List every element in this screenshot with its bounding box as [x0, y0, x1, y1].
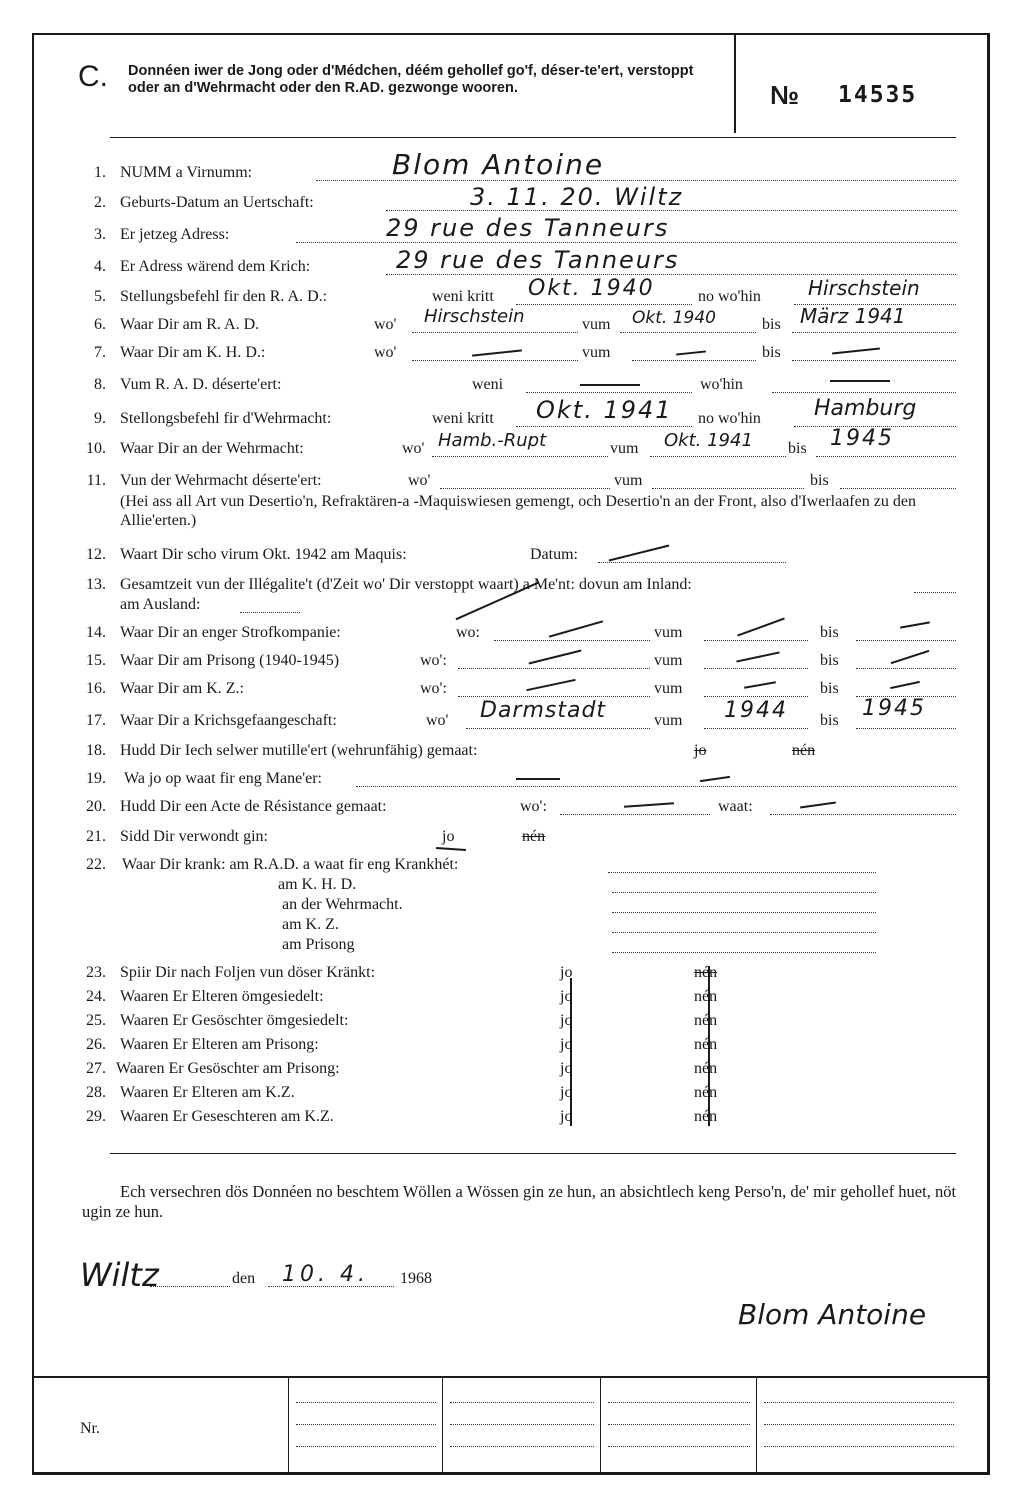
field-label: Spiir Dir nach Foljen vun döser Kränkt:: [120, 964, 376, 981]
field-line: [770, 814, 956, 815]
footer-line: [608, 1446, 750, 1447]
item-number: 21.: [86, 828, 106, 845]
item-number: 6.: [94, 316, 106, 333]
blank-dash: [830, 380, 890, 382]
field-line: [704, 696, 808, 697]
field-line: [632, 360, 756, 361]
field-line: [612, 892, 876, 893]
rad-order-place[interactable]: Hirschstein: [808, 276, 920, 300]
item-number: 16.: [86, 680, 106, 697]
item-number: 17.: [86, 712, 106, 729]
footer-col-divider: [756, 1378, 757, 1474]
section-rule: [110, 1153, 956, 1154]
field-label: Er Adress wärend dem Krich:: [120, 258, 311, 275]
option-nen[interactable]: nén: [694, 1084, 718, 1101]
field-label: Waar Dir an der Wehrmacht:: [120, 440, 304, 457]
illness-sublabel: an der Wehrmacht.: [282, 896, 403, 913]
wehrmacht-to[interactable]: 1945: [830, 426, 894, 451]
item-number: 3.: [94, 226, 106, 243]
field-label: Vun der Wehrmacht déserte'ert:: [120, 472, 322, 489]
field-line: [516, 426, 692, 427]
field-label: Waart Dir scho virum Okt. 1942 am Maquis:: [120, 546, 407, 563]
field-label: Gesamtzeit vun der Illégalite't (d'Zeit wo' Dir verstoppt waart) a Me'nt: dovun am Inland:: [120, 576, 692, 593]
field-label: Waaren Er Elteren am K.Z.: [120, 1084, 295, 1101]
footer-rule: [33, 1376, 989, 1378]
footer-line: [764, 1446, 954, 1447]
field-label: Waar Dir am R. A. D.: [120, 316, 260, 333]
footer-line: [296, 1446, 436, 1447]
option-jo[interactable]: jo: [560, 1060, 573, 1077]
illness-sublabel: am Prisong: [282, 936, 355, 953]
field-label: Er jetzeg Adress:: [120, 226, 230, 243]
field-label: Waaren Er Gesöschter ömgesiedelt:: [120, 1012, 349, 1029]
item-number: 26.: [86, 1036, 106, 1053]
field-sublabel: wo': [426, 712, 449, 729]
field-sublabel: vum: [654, 712, 683, 729]
field-sublabel: wo': [402, 440, 425, 457]
field-line: [412, 360, 578, 361]
captivity-to[interactable]: 1945: [862, 696, 926, 721]
option-jo[interactable]: jo: [560, 988, 573, 1005]
item-11-note: (Hei ass all Art vun Desertio'n, Refraktären-a -Maquiswiesen gemengt, och Desertio'n an der Front, also d'Iwerlaafen zu den Allie'erten.): [120, 493, 916, 529]
item-number: 4.: [94, 258, 106, 275]
field-line: [914, 592, 956, 593]
footer-nr-label: Nr.: [80, 1420, 100, 1437]
option-nen[interactable]: nén: [694, 1012, 718, 1029]
field-line: [526, 392, 692, 393]
field-label: Waar Dir krank: am R.A.D. a waat fir eng Krankhét:: [122, 856, 459, 873]
illness-sublabel: am K. Z.: [282, 916, 339, 933]
footer-line: [296, 1402, 436, 1403]
item-number: 20.: [86, 798, 106, 815]
field-sublabel: weni kritt: [432, 288, 494, 305]
field-line: [856, 640, 956, 641]
field-sublabel: vum: [582, 344, 611, 361]
option-nen[interactable]: nén: [694, 964, 718, 981]
wehrmacht-order-place[interactable]: Hamburg: [814, 396, 917, 421]
birth-value[interactable]: 3. 11. 20. Wiltz: [470, 183, 684, 211]
field-label: Waar Dir am K. Z.:: [120, 680, 244, 697]
illness-sublabel: am K. H. D.: [278, 876, 357, 893]
field-label: Wa jo op waat fir eng Mane'er:: [124, 770, 322, 787]
war-address-value[interactable]: 29 rue des Tanneurs: [396, 246, 680, 274]
option-jo[interactable]: jo: [560, 1036, 573, 1053]
place-value[interactable]: Wiltz: [80, 1256, 159, 1294]
field-label-continued: am Ausland:: [120, 596, 201, 613]
option-jo[interactable]: jo: [560, 1012, 573, 1029]
field-sublabel: wo':: [420, 680, 447, 697]
field-sublabel: weni kritt: [432, 410, 494, 427]
item-number: 29.: [86, 1108, 106, 1125]
footer-line: [450, 1446, 594, 1447]
rad-order-date[interactable]: Okt. 1940: [528, 276, 655, 301]
item-number: 7.: [94, 344, 106, 361]
header-rule: [110, 137, 956, 138]
option-nen[interactable]: nén: [694, 1036, 718, 1053]
field-line: [840, 488, 956, 489]
footer-line: [450, 1402, 594, 1403]
item-number: 14.: [86, 624, 106, 641]
captivity-place[interactable]: Darmstadt: [480, 698, 607, 723]
field-label: Geburts-Datum an Uertschaft:: [120, 194, 314, 211]
field-sublabel: no wo'hin: [698, 410, 761, 427]
field-line: [432, 456, 608, 457]
wehrmacht-place[interactable]: Hamb.-Rupt: [438, 430, 547, 451]
item-number: 27.: [86, 1060, 106, 1077]
item-number: 23.: [86, 964, 106, 981]
field-sublabel: wo:: [456, 624, 480, 641]
field-sublabel: vum: [654, 652, 683, 669]
option-jo[interactable]: jo: [560, 964, 573, 981]
field-line: [816, 456, 956, 457]
nen-strike-mark: [708, 966, 710, 1126]
field-line: [792, 332, 956, 333]
option-nen[interactable]: nén: [694, 988, 718, 1005]
field-label: Stellungsbefehl fir den R. A. D.:: [120, 288, 328, 305]
field-label: NUMM a Virnumm:: [120, 164, 253, 181]
declaration-text: Ech versechren dös Donnéen no beschtem Wöllen a Wössen gin ze hun, an absichtlech keng Perso'n, de' mir gehollef huet, nöt ugin ze hun.: [82, 1182, 957, 1221]
item-number: 2.: [94, 194, 106, 211]
field-line: [560, 814, 710, 815]
name-value[interactable]: Blom Antoine: [392, 148, 605, 181]
field-sublabel: vum: [654, 680, 683, 697]
field-line: [704, 728, 808, 729]
field-sublabel: bis: [820, 712, 839, 729]
field-line: [856, 728, 956, 729]
field-sublabel: bis: [762, 316, 781, 333]
field-line: [598, 562, 786, 563]
field-line: [386, 274, 956, 275]
option-nen[interactable]: nén: [694, 1108, 718, 1125]
footer-col-divider: [600, 1378, 601, 1474]
field-label: Hudd Dir Iech selwer mutille'ert (wehrunfähig) gemaat:: [120, 742, 478, 759]
field-sublabel: vum: [654, 624, 683, 641]
captivity-from[interactable]: 1944: [724, 698, 788, 723]
item-number: 10.: [86, 440, 106, 457]
footer-line: [296, 1424, 436, 1425]
number-sign: №: [770, 80, 799, 110]
field-line: [356, 786, 956, 787]
footer-line: [764, 1424, 954, 1425]
field-sublabel: bis: [762, 344, 781, 361]
field-line: [466, 728, 650, 729]
form-title: Donnéen iwer de Jong oder d'Médchen, déém gehollef go'f, déser-te'ert, verstoppt oder an d'Wehrmacht oder den R.AD. gezwonge wooren.: [128, 63, 694, 96]
field-line: [612, 912, 876, 913]
field-sublabel: bis: [788, 440, 807, 457]
field-line: [620, 332, 756, 333]
field-line: [704, 668, 808, 669]
rad-to[interactable]: März 1941: [800, 304, 906, 328]
field-sublabel: weni: [472, 376, 504, 393]
field-label: Waaren Er Elteren ömgesiedelt:: [120, 988, 324, 1005]
field-line: [458, 696, 650, 697]
field-sublabel: wo': [374, 344, 397, 361]
field-sublabel: vum: [610, 440, 639, 457]
item-number: 13.: [86, 576, 106, 593]
wehrmacht-order-date[interactable]: Okt. 1941: [536, 396, 673, 424]
item-number: 9.: [94, 410, 106, 427]
section-letter: C.: [78, 60, 108, 93]
field-sublabel: bis: [810, 472, 829, 489]
date-value[interactable]: 10. 4.: [282, 1262, 369, 1287]
field-label: Waar Dir a Krichsgefaangeschaft:: [120, 712, 337, 729]
option-nen[interactable]: nén: [694, 1060, 718, 1077]
field-line: [296, 242, 956, 243]
blank-dash: [580, 384, 640, 386]
blank-dash: [516, 778, 560, 780]
field-sublabel: wo'hin: [700, 376, 743, 393]
field-label: Waar Dir am Prisong (1940-1945): [120, 652, 340, 669]
field-line: [458, 668, 650, 669]
field-label: Waar Dir an enger Strofkompanie:: [120, 624, 341, 641]
field-sublabel: no wo'hin: [698, 288, 761, 305]
field-label: Waaren Er Elteren am Prisong:: [120, 1036, 319, 1053]
field-line: [150, 1286, 230, 1287]
item-number: 5.: [94, 288, 106, 305]
field-sublabel: waat:: [718, 798, 753, 815]
field-label: Waaren Er Geseschteren am K.Z.: [120, 1108, 334, 1125]
form-number: 14535: [838, 82, 918, 108]
field-sublabel: bis: [820, 624, 839, 641]
field-line: [494, 640, 650, 641]
field-line: [516, 304, 692, 305]
rad-place[interactable]: Hirschstein: [424, 306, 525, 327]
signature[interactable]: Blom Antoine: [738, 1298, 927, 1331]
item-number: 1.: [94, 164, 106, 181]
field-sublabel: Datum:: [530, 546, 578, 563]
rad-from[interactable]: Okt. 1940: [632, 308, 716, 328]
field-line: [856, 668, 956, 669]
field-sublabel: vum: [614, 472, 643, 489]
item-number: 25.: [86, 1012, 106, 1029]
item-number: 22.: [86, 856, 106, 873]
item-number: 8.: [94, 376, 106, 393]
field-line: [612, 932, 876, 933]
item-number: 28.: [86, 1084, 106, 1101]
address-value[interactable]: 29 rue des Tanneurs: [386, 214, 670, 242]
footer-line: [608, 1402, 750, 1403]
field-line: [652, 488, 804, 489]
footer-line: [608, 1424, 750, 1425]
field-line: [608, 872, 876, 873]
option-jo[interactable]: jo: [560, 1084, 573, 1101]
item-number: 12.: [86, 546, 106, 563]
option-nen[interactable]: nén: [792, 742, 816, 759]
field-line: [412, 332, 578, 333]
den-label: den: [232, 1270, 256, 1287]
year-label: 1968: [400, 1270, 432, 1287]
field-label: Waaren Er Gesöschter am Prisong:: [116, 1060, 340, 1077]
footer-line: [450, 1424, 594, 1425]
field-line: [240, 612, 300, 613]
footer-col-divider: [288, 1378, 289, 1474]
field-line: [792, 360, 956, 361]
item-number: 18.: [86, 742, 106, 759]
field-line: [440, 488, 610, 489]
option-nen[interactable]: nén: [522, 828, 546, 845]
field-sublabel: wo':: [520, 798, 547, 815]
field-sublabel: wo':: [420, 652, 447, 669]
field-sublabel: wo': [374, 316, 397, 333]
field-line: [704, 640, 808, 641]
field-label: Waar Dir am K. H. D.:: [120, 344, 266, 361]
field-sublabel: vum: [582, 316, 611, 333]
field-label: Vum R. A. D. déserte'ert:: [120, 376, 282, 393]
option-jo[interactable]: jo: [442, 828, 455, 845]
item-number: 24.: [86, 988, 106, 1005]
field-label: Stellongsbefehl fir d'Wehrmacht:: [120, 410, 332, 427]
field-sublabel: wo': [408, 472, 431, 489]
jo-strike-mark: [570, 978, 572, 1126]
field-label: Hudd Dir een Acte de Résistance gemaat:: [120, 798, 387, 815]
field-sublabel: bis: [820, 680, 839, 697]
field-sublabel: bis: [820, 652, 839, 669]
header-divider: [734, 35, 736, 133]
item-number: 15.: [86, 652, 106, 669]
field-label: Sidd Dir verwondt gin:: [120, 828, 268, 845]
footer-col-divider: [442, 1378, 443, 1474]
option-jo[interactable]: jo: [694, 742, 707, 759]
field-line: [650, 456, 786, 457]
item-number: 19.: [86, 770, 106, 787]
field-line: [612, 952, 876, 953]
field-line: [772, 392, 956, 393]
item-number: 11.: [86, 472, 106, 489]
footer-line: [764, 1402, 954, 1403]
wehrmacht-from[interactable]: Okt. 1941: [664, 430, 753, 451]
option-jo[interactable]: jo: [560, 1108, 573, 1125]
